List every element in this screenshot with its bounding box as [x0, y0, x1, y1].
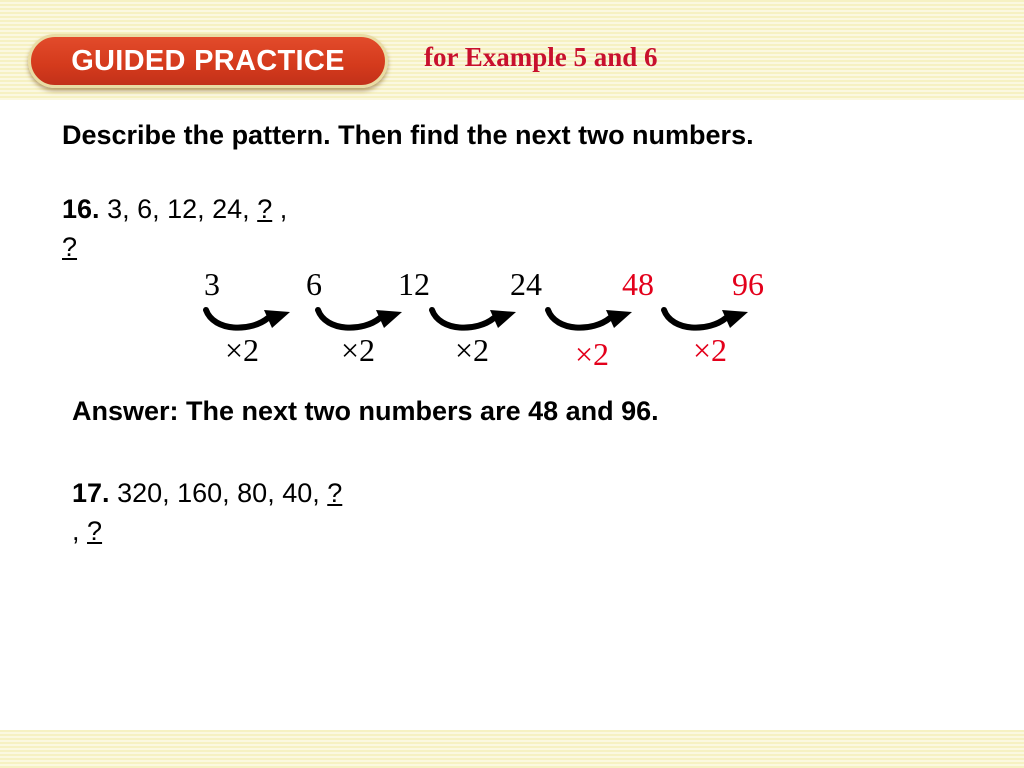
multiply-arrow-icon: [664, 310, 748, 328]
answer-blank: ?: [257, 194, 273, 224]
separator: ,: [72, 516, 80, 546]
multiplier-label: ×2: [224, 332, 260, 368]
example-reference: for Example 5 and 6: [424, 42, 658, 72]
problem-sequence: 320, 160, 80, 40,: [117, 478, 320, 508]
multiply-arrow-icon: [432, 310, 516, 328]
separator: ,: [279, 194, 288, 224]
instruction-text: Describe the pattern. Then find the next two numbers.: [62, 120, 754, 150]
sequence-number: 6: [306, 266, 322, 302]
sequence-number-answer: 48: [622, 266, 654, 302]
answer-text: Answer: The next two numbers are 48 and 96.: [72, 396, 659, 426]
multiply-arrow-icon: [548, 310, 632, 328]
answer-blank: ?: [327, 478, 343, 508]
sequence-number: 3: [204, 266, 220, 302]
multiply-arrow-icon: [206, 310, 290, 328]
multiplier-label-answer: ×2: [692, 332, 728, 368]
multiply-arrow-icon: [318, 310, 402, 328]
problem-17: [72, 474, 432, 550]
multiplier-label: ×2: [454, 332, 490, 368]
sequence-number: 24: [510, 266, 542, 302]
badge-label: GUIDED PRACTICE: [71, 44, 345, 77]
answer-blank: ?: [87, 516, 103, 546]
sequence-number-answer: 96: [732, 266, 764, 302]
problem-number: 16.: [62, 194, 100, 224]
multiplier-label: ×2: [340, 332, 376, 368]
problem-number: 17.: [72, 478, 110, 508]
multiplier-label-answer: ×2: [574, 336, 610, 372]
problem-sequence: 3, 6, 12, 24,: [107, 194, 250, 224]
answer-blank: ?: [62, 232, 78, 262]
sequence-number: 12: [398, 266, 430, 302]
